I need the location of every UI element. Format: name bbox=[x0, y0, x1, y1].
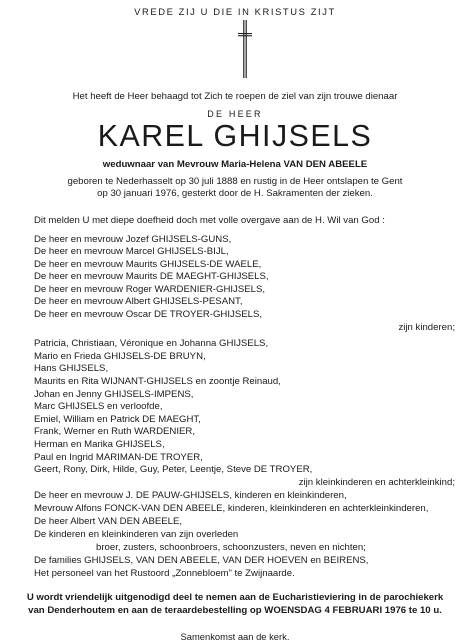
family-suffix: broer, zusters, schoonbroers, schoonzusters, neven en nichten; bbox=[96, 542, 366, 553]
invitation-line: U wordt vriendelijk uitgenodigd deel te nemen aan de Eucharistieviering in de parochiekerk bbox=[26, 592, 444, 603]
list-item: Herman en Marika GHIJSELS, bbox=[34, 439, 165, 450]
list-item: Emiel, William en Patrick DE MAEGHT, bbox=[34, 414, 201, 425]
widow-line: weduwnaar van Mevrouw Maria-Helena VAN DEN ABEELE bbox=[102, 159, 368, 170]
list-item: Hans GHIJSELS, bbox=[34, 363, 109, 374]
list-item: Frank, Werner en Ruth WARDENIER, bbox=[34, 426, 196, 437]
list-item: De heer en mevrouw Maurits GHIJSELS-DE WAELE, bbox=[34, 259, 262, 270]
invitation-line: van Denderhoutem en aan de teraardebestelling op WOENSDAG 4 FEBRUARI 1976 te 10 u. bbox=[28, 605, 442, 616]
meeting-note: Samenkomst aan de kerk. bbox=[180, 631, 290, 642]
list-item: De heer en mevrouw Albert GHIJSELS-PESANT, bbox=[34, 296, 243, 307]
list-item: Marc GHIJSELS en verloofde, bbox=[34, 401, 163, 412]
list-item: De heer en mevrouw Oscar DE TROYER-GHIJSELS, bbox=[34, 309, 263, 320]
children-suffix: zijn kinderen; bbox=[398, 322, 455, 333]
death-line: op 30 januari 1976, gesterkt door de H. Sakramenten der zieken. bbox=[97, 188, 373, 199]
list-item: Maurits en Rita WIJNANT-GHIJSELS en zoontje Reinaud, bbox=[34, 376, 281, 387]
list-item: De heer en mevrouw J. DE PAUW-GHIJSELS, kinderen en kleinkinderen, bbox=[34, 490, 347, 501]
list-item: Johan en Jenny GHIJSELS-IMPENS, bbox=[34, 389, 194, 400]
list-item: De heer en mevrouw Maurits DE MAEGHT-GHIJSELS, bbox=[34, 271, 269, 282]
list-item: De heer en mevrouw Marcel GHIJSELS-BIJL, bbox=[34, 246, 229, 257]
list-item: Patricia, Christiaan, Véronique en Johanna GHIJSELS, bbox=[34, 338, 269, 349]
list-item: Het personeel van het Rustoord „Zonnebloem” te Zwijnaarde. bbox=[34, 568, 295, 579]
list-item: De kinderen en kleinkinderen van zijn overleden bbox=[34, 529, 239, 540]
list-item: De heer en mevrouw Jozef GHIJSELS-GUNS, bbox=[34, 234, 232, 245]
list-item: Mario en Frieda GHIJSELS-DE BRUYN, bbox=[34, 351, 206, 362]
title-prefix: DE HEER bbox=[207, 109, 263, 119]
list-item: De families GHIJSELS, VAN DEN ABEELE, VAN DER HOEVEN en BEIRENS, bbox=[34, 555, 369, 566]
birth-line: geboren te Nederhasselt op 30 juli 1888 en rustig in de Heer ontslapen te Gent bbox=[67, 176, 403, 187]
grandchildren-suffix: zijn kleinkinderen en achterkleinkind; bbox=[298, 477, 455, 488]
motto: VREDE ZIJ U DIE IN KRISTUS ZIJT bbox=[134, 6, 336, 17]
list-item: De heer Albert VAN DEN ABEELE, bbox=[34, 516, 183, 527]
cross-icon bbox=[238, 20, 252, 78]
list-item: De heer en mevrouw Roger WARDENIER-GHIJSELS, bbox=[34, 284, 266, 295]
list-item: Mevrouw Alfons FONCK-VAN DEN ABEELE, kinderen, kleinkinderen en achterkleinkinderen, bbox=[34, 503, 429, 514]
list-item: Geert, Rony, Dirk, Hilde, Guy, Peter, Leentje, Steve DE TROYER, bbox=[34, 464, 313, 475]
intro-text: Het heeft de Heer behaagd tot Zich te roepen de ziel van zijn trouwe dienaar bbox=[72, 91, 398, 102]
list-item: Paul en Ingrid MARIMAN-DE TROYER, bbox=[34, 452, 203, 463]
deceased-name: KAREL GHIJSELS bbox=[97, 118, 373, 153]
announcement-lead: Dit melden U met diepe doefheid doch met volle overgave aan de H. Wil van God : bbox=[34, 215, 385, 226]
